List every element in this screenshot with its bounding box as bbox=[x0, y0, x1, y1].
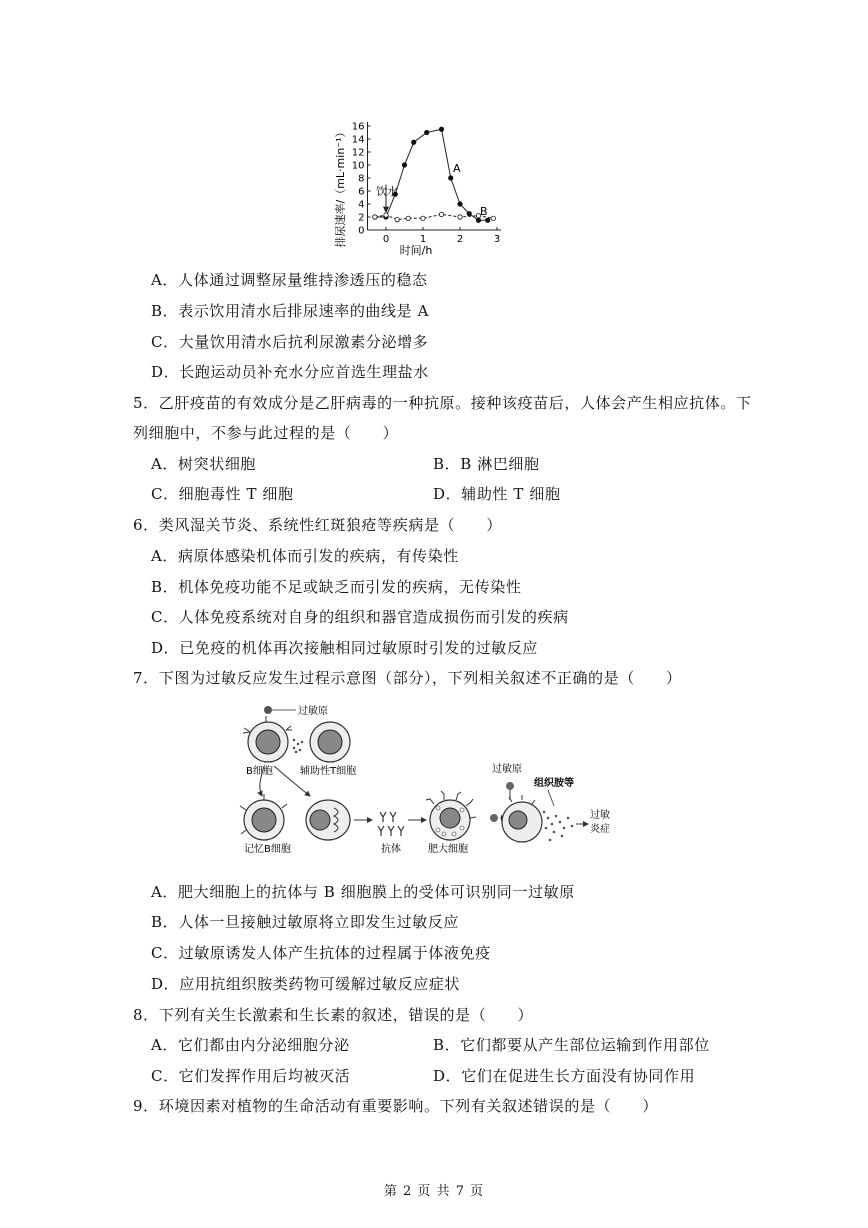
series-point-B bbox=[439, 212, 443, 216]
allergen-dot bbox=[264, 706, 272, 714]
b-cell bbox=[243, 716, 292, 762]
helper-t-cell bbox=[310, 722, 350, 762]
q5-option-c: C．细胞毒性 T 细胞 bbox=[151, 485, 294, 503]
q7-stem: 7．下图为过敏反应发生过程示意图（部分），下列相关叙述不正确的是（ ） bbox=[133, 669, 682, 687]
series-label-A: A bbox=[453, 162, 461, 175]
series-point-A bbox=[402, 163, 406, 167]
series-point-B bbox=[373, 215, 377, 219]
q4-option-d: D．长跑运动员补充水分应首选生理盐水 bbox=[151, 363, 429, 381]
series-point-B bbox=[491, 216, 495, 220]
series-point-A bbox=[458, 202, 462, 206]
label-antibody: 抗体 bbox=[381, 844, 401, 855]
series-point-A bbox=[412, 140, 416, 144]
q9-stem: 9．环境因素对植物的生命活动有重要影响。下列有关叙述错误的是（ ） bbox=[133, 1097, 658, 1115]
series-point-A bbox=[449, 176, 453, 180]
series-point-A bbox=[486, 218, 490, 222]
q6-stem: 6．类风湿关节炎、系统性红斑狼疮等疾病是（ ） bbox=[133, 516, 502, 534]
chart-ytick-label: 8 bbox=[358, 173, 365, 185]
urine-rate-chart bbox=[330, 112, 520, 260]
series-point-A bbox=[425, 130, 429, 134]
chart-ytick-label: 0 bbox=[358, 225, 365, 237]
series-point-A bbox=[476, 218, 480, 222]
allergy-process-diagram bbox=[238, 700, 620, 864]
q8-option-d: D．它们在促进生长方面没有协同作用 bbox=[433, 1067, 696, 1085]
mast-cell bbox=[426, 791, 476, 840]
chart-xtick-label: 1 bbox=[419, 234, 427, 245]
label-b-cell: B细胞 bbox=[246, 766, 273, 777]
q5-option-a: A．树突状细胞 bbox=[151, 455, 257, 473]
q6-option-c: C．人体免疫系统对自身的组织和器官造成损伤而引发的疾病 bbox=[151, 608, 569, 626]
chart-ytick-label: 12 bbox=[351, 147, 365, 159]
label-memory-b: 记忆B细胞 bbox=[244, 844, 291, 855]
series-label-B: B bbox=[480, 205, 488, 218]
series-point-B bbox=[395, 217, 399, 221]
q5-option-d: D．辅助性 T 细胞 bbox=[433, 485, 561, 503]
chart-ytick-label: 14 bbox=[351, 134, 365, 146]
q8-option-a: A．它们都由内分泌细胞分泌 bbox=[151, 1036, 350, 1054]
chart-xtick-label: 3 bbox=[493, 234, 501, 245]
chart-xtick-label: 0 bbox=[382, 234, 390, 245]
series-point-B bbox=[406, 216, 410, 220]
chart-ytick-label: 16 bbox=[351, 121, 365, 133]
chart-annotation: 饮水 bbox=[376, 185, 398, 198]
q5-stem-line2: 列细胞中，不参与此过程的是（ ） bbox=[133, 424, 399, 442]
label-allergen-right: 过敏原 bbox=[492, 764, 522, 775]
chart-ytick-label: 4 bbox=[358, 199, 365, 211]
q4-option-b: B．表示饮用清水后排尿速率的曲线是 A bbox=[151, 302, 430, 320]
chart-ylabel: 排尿速率/（mL·min⁻¹） bbox=[334, 126, 347, 248]
chart-xlabel: 时间/h bbox=[399, 244, 433, 257]
q5-option-b: B．B 淋巴细胞 bbox=[433, 455, 540, 473]
series-point-A bbox=[467, 212, 471, 216]
q6-option-a: A．病原体感染机体而引发的疾病，有传染性 bbox=[151, 547, 459, 565]
q6-option-b: B．机体免疫功能不足或缺乏而引发的疾病，无传染性 bbox=[151, 578, 522, 596]
label-inflammation-2: 炎症 bbox=[590, 824, 610, 835]
series-point-B bbox=[384, 213, 388, 217]
label-allergen-top: 过敏原 bbox=[298, 706, 328, 717]
chart-ytick-label: 2 bbox=[358, 212, 365, 224]
q7-option-a: A．肥大细胞上的抗体与 B 细胞膜上的受体可识别同一过敏原 bbox=[151, 883, 575, 901]
chart-xtick-label: 2 bbox=[456, 234, 464, 245]
degranulating-mast-cell bbox=[502, 795, 573, 842]
label-inflammation-1: 过敏 bbox=[590, 810, 610, 821]
antibodies bbox=[378, 812, 404, 836]
series-point-A bbox=[439, 127, 443, 131]
q5-stem-line1: 5．乙肝疫苗的有效成分是乙肝病毒的一种抗原。接种该疫苗后，人体会产生相应抗体。下 bbox=[133, 394, 752, 412]
memory-b-cell bbox=[240, 794, 287, 840]
series-point-B bbox=[421, 216, 425, 220]
q8-stem: 8．下列有关生长激素和生长素的叙述，错误的是（ ） bbox=[133, 1006, 534, 1024]
allergen-dot-2 bbox=[490, 814, 498, 822]
series-line-B bbox=[375, 214, 493, 219]
q7-option-b: B．人体一旦接触过敏原将立即发生过敏反应 bbox=[151, 913, 460, 931]
q8-option-b: B．它们都要从产生部位运输到作用部位 bbox=[433, 1036, 710, 1054]
page-footer: 第 2 页 共 7 页 bbox=[383, 1184, 485, 1199]
label-mast-cell: 肥大细胞 bbox=[428, 844, 468, 855]
label-helper-t: 辅助性T细胞 bbox=[300, 766, 357, 777]
label-histamine: 组织胺等 bbox=[534, 778, 574, 789]
q8-option-c: C．它们发挥作用后均被灭活 bbox=[151, 1067, 351, 1085]
series-line-A bbox=[375, 129, 488, 220]
plasma-cell bbox=[306, 800, 350, 840]
q7-option-d: D．应用抗组织胺类药物可缓解过敏反应症状 bbox=[151, 975, 461, 993]
q6-option-d: D．已免疫的机体再次接触相同过敏原时引发的过敏反应 bbox=[151, 639, 539, 657]
q7-option-c: C．过敏原诱发人体产生抗体的过程属于体液免疫 bbox=[151, 944, 491, 962]
chart-ytick-label: 10 bbox=[351, 160, 365, 172]
series-point-B bbox=[458, 215, 462, 219]
q4-option-a: A．人体通过调整尿量维持渗透压的稳态 bbox=[151, 271, 428, 289]
q4-option-c: C．大量饮用清水后抗利尿激素分泌增多 bbox=[151, 333, 429, 351]
chart-ytick-label: 6 bbox=[358, 186, 365, 198]
